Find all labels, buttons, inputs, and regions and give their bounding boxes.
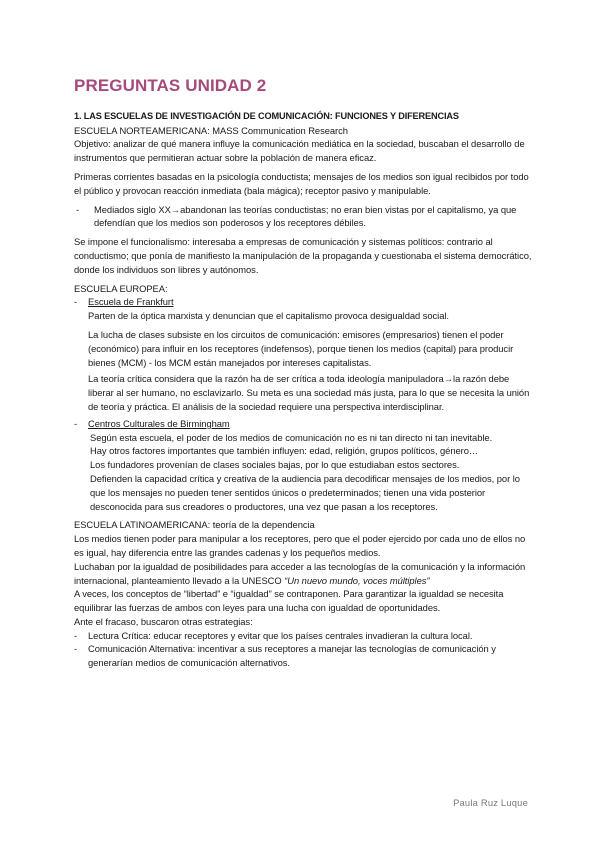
bullet-dash: -: [74, 417, 78, 429]
objetivo-paragraph: Objetivo: analizar de qué manera influye la comunicación mediática en la sociedad, buscaban el desarrollo de instrumentos que permitieran actuar sobre la población de manera eficaz.: [74, 138, 525, 164]
bullet-dash: -: [74, 296, 78, 308]
frankfurt-p3: La teoría crítica considera que la razón ha de ser crítica a toda ideología manipuladora→la razón debe liberar al ser humano, no esclavizarlo. Su meta es una sociedad más justa, para lo que se necesita la unión de teoría y práctica. El análisis de la sociedad requiere una perspectiva interdisciplinar.: [88, 373, 530, 412]
list-item-lectura-critica: [74, 629, 534, 643]
birmingham-p3: Los fundadores provenían de clases sociales bajas, por lo que estudiaban estos sectores.: [90, 459, 460, 471]
bullet-dash: -: [74, 643, 78, 655]
birmingham-p1: Según esta escuela, el poder de los medios de comunicación no es ni tan directo ni tan inevitable.: [90, 431, 493, 443]
latinoamericana-p2-text: Luchaban por la igualdad de posibilidades para acceder a las tecnologías de la comunicación y la información internacional, planteamiento llevado a la UNESCO: [74, 560, 526, 586]
unesco-quote: “Un nuevo mundo, voces múltiples”: [284, 574, 430, 586]
latinoamericana-heading: ESCUELA LATINOAMERICANA: teoría de la dependencia: [74, 519, 315, 531]
list-item-text: Comunicación Alternativa: incentivar a sus receptores a manejar las tecnologías de comunicación y generarían medios de comunicación alternativos.: [88, 643, 496, 669]
footer-author: Paula Ruz Luque: [453, 797, 528, 808]
frankfurt-body: [74, 309, 534, 414]
latinoamericana-p2: [74, 560, 534, 588]
norteamericana-heading: ESCUELA NORTEAMERICANA: MASS Communication Research: [74, 124, 348, 136]
list-item-mediados: [74, 203, 534, 231]
latinoamericana-p1: Los medios tienen poder para manipular a los receptores, pero que el poder ejercido por cada uno de ellos no es igual, hay diferencia entre las grandes cadenas y los pequeños medios.: [74, 533, 526, 558]
list-item-text: Lectura Crítica: educar receptores y evitar que los países centrales invadieran la cultura local.: [88, 629, 473, 641]
bullet-dash: -: [76, 203, 80, 215]
birmingham-body: [74, 431, 534, 514]
list-item-comunicacion-alternativa: [74, 642, 534, 670]
list-item-birmingham: [74, 417, 534, 431]
frankfurt-p1: Parten de la óptica marxista y denuncian que el capitalismo provoca desigualdad social.: [88, 310, 449, 322]
birmingham-label: Centros Culturales de Birmingham: [88, 417, 230, 429]
birmingham-p2: Hay otros factores importantes que también influyen: edad, religión, grupos políticos, género…: [90, 445, 479, 457]
funcionalismo-paragraph: Se impone el funcionalismo: interesaba a empresas de comunicación y sistemas políticos: contrario al conductismo; que ponía de manifiesto la manipulación de la propaganda y cuestionaba el sistema democrático, donde los individuos son libres y autónomos.: [74, 236, 532, 275]
list-item-frankfurt: [74, 295, 534, 309]
document-content: [74, 76, 534, 670]
section-heading: 1. LAS ESCUELAS DE INVESTIGACIÓN DE COMUNICACIÓN: FUNCIONES Y DIFERENCIAS: [74, 111, 459, 121]
latinoamericana-p4: Ante el fracaso, buscaron otras estrategias:: [74, 615, 253, 627]
frankfurt-label: Escuela de Frankfurt: [88, 296, 174, 308]
list-item-text: Mediados siglo XX→abandonan las teorías conductistas; no eran bien vistas por el capitalismo, ya que defendían que los medios son poderosos y los receptores débiles.: [94, 203, 517, 229]
latinoamericana-p3: A veces, los conceptos de “libertad” e “igualdad” se contraponen. Para garantizar la igualdad se necesita equilibrar las fuerzas de ambos con leyes para una lucha con igualdad de oportunidades.: [74, 588, 504, 614]
frankfurt-p2: La lucha de clases subsiste en los circuitos de comunicación: emisores (empresarios) tienen el poder (económico) para influir en los receptores (indefensos), porque tienen los medios (capital) para producir bienes (MCM) - los MCM están manejados por intereses capitalistas.: [88, 328, 514, 368]
primeras-paragraph: Primeras corrientes basadas en la psicología conductista; mensajes de los medios son igual recibidos por todo el público y provocan reacción inmediata (bala mágica); receptor pasivo y manipulable.: [74, 170, 529, 196]
bullet-dash: -: [74, 629, 78, 641]
birmingham-p4: Defienden la capacidad crítica y creativa de la audiencia para decodificar mensajes de los medios, por lo que los mensajes no pueden tener sentidos únicos o predeterminados; tienen una vida posterior desconocida para sus creadores o productores, una vez que pasan a los receptores.: [90, 472, 520, 512]
europea-heading: ESCUELA EUROPEA:: [74, 282, 168, 294]
page-title: PREGUNTAS UNIDAD 2: [74, 76, 267, 95]
